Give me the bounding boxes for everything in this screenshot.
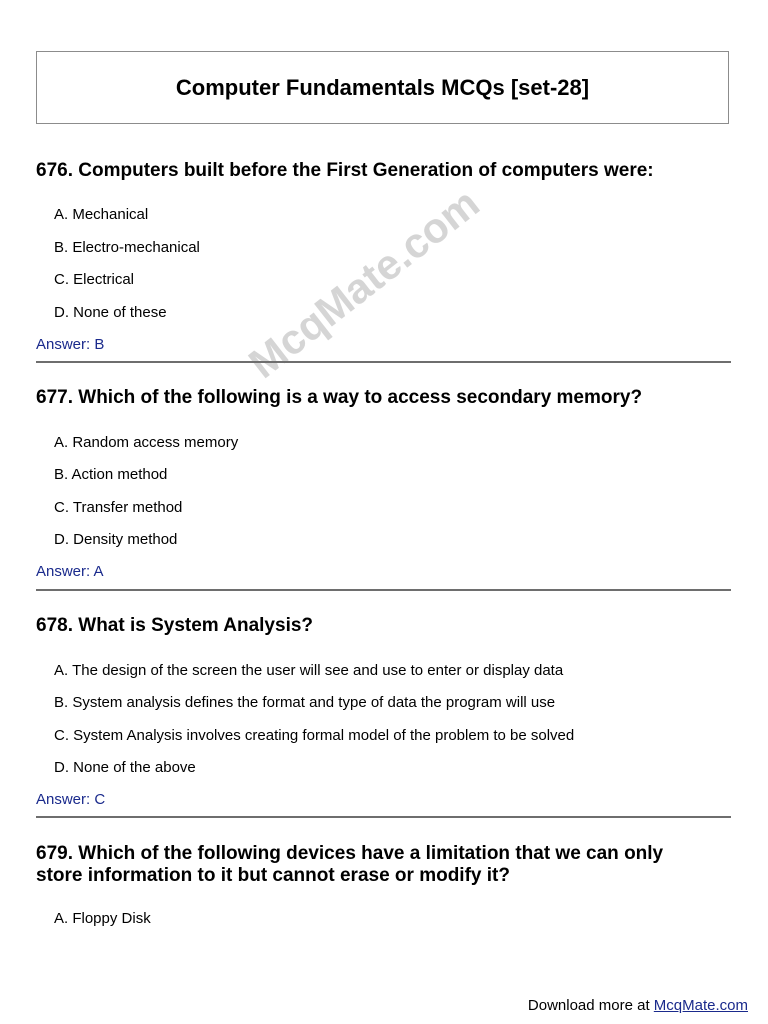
option-d[interactable]: D. None of the above (54, 759, 196, 776)
footer (528, 997, 748, 1014)
question-text-line1: 679. Which of the following devices have a limitation that we can only (36, 843, 664, 864)
option-a[interactable]: A. Random access memory (54, 434, 239, 451)
option-b[interactable]: B. Action method (54, 466, 168, 483)
option-d[interactable]: D. None of these (54, 304, 167, 321)
divider (36, 589, 731, 591)
option-c[interactable]: C. Transfer method (54, 499, 183, 516)
answer-text: Answer: B (36, 336, 105, 353)
option-a[interactable]: A. The design of the screen the user will see and use to enter or display data (54, 662, 564, 679)
question-text: 677. Which of the following is a way to access secondary memory? (36, 387, 643, 408)
option-c[interactable]: C. System Analysis involves creating formal model of the problem to be solved (54, 727, 575, 744)
footer-link[interactable]: McqMate.com (653, 997, 748, 1014)
option-b[interactable]: B. Electro-mechanical (54, 239, 200, 256)
question-678 (36, 615, 731, 808)
option-c[interactable]: C. Electrical (54, 271, 135, 288)
option-b[interactable]: B. System analysis defines the format and type of data the program will use (54, 694, 556, 711)
divider (36, 361, 731, 363)
question-679 (36, 843, 731, 927)
footer-prefix: Download more at (527, 997, 654, 1014)
option-d[interactable]: D. Density method (54, 531, 178, 548)
watermark: McqMate.com (240, 179, 488, 388)
answer-text: Answer: A (36, 563, 104, 580)
page-title: Computer Fundamentals MCQs [set-28] (175, 74, 590, 100)
title-box (36, 51, 729, 124)
option-a[interactable]: A. Mechanical (54, 206, 149, 223)
divider (36, 816, 731, 818)
answer-text: Answer: C (36, 791, 106, 808)
question-677 (36, 387, 731, 580)
question-text: 678. What is System Analysis? (36, 615, 314, 636)
question-text-line2: store information to it but cannot erase or modify it? (36, 865, 510, 886)
question-text: 676. Computers built before the First Generation of computers were: (36, 160, 654, 181)
option-a[interactable]: A. Floppy Disk (54, 910, 151, 927)
